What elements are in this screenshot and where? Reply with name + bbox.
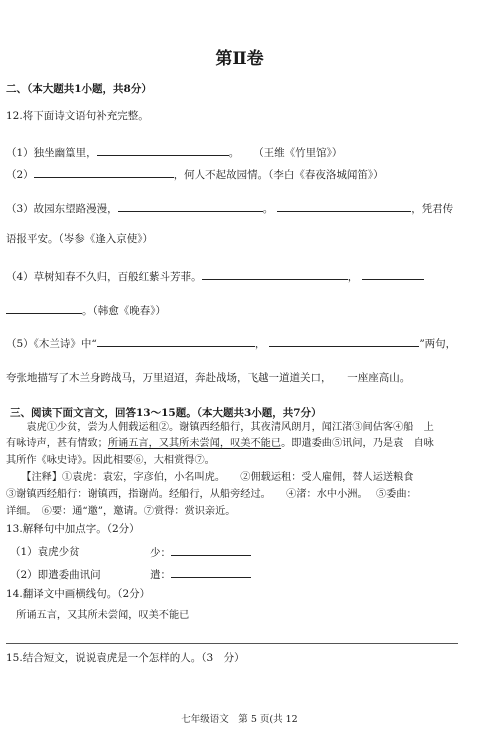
question-13-answer-1	[150, 544, 251, 560]
answer-blank[interactable]	[171, 544, 251, 556]
section-three-heading: 三、阅读下面文言文，回答13～15题。（本大题共3小题，共7分）	[10, 407, 322, 419]
poem-line-3	[6, 200, 453, 216]
poem-line-5-continued: 夸张地描写了木兰身跨战马，万里迢迢，奔赴战场，飞越一道道关口， 一座座高山。	[6, 372, 411, 384]
page-footer: 七年级语文 第 5 页(共 12	[181, 714, 298, 725]
answer-blank[interactable]	[97, 144, 229, 156]
answer-blank[interactable]	[171, 566, 251, 578]
passage-line-3: 其所作《咏史诗》。因此相要⑥，大相赏得⑦。	[6, 455, 215, 466]
question-15: 15.结合短文，说说袁虎是一个怎样的人。（3 分）	[6, 652, 245, 664]
poem-line-3-end: ，凭君传	[411, 203, 454, 215]
poem-line-1-end: 。	[228, 147, 240, 159]
note-line-1: 【注释】①袁虎：袁宏，字彦伯，小名叫虎。 ②佣载运租：受人雇佣，替人运送粮食	[6, 472, 414, 483]
note-line-3: 详细。 ⑥要：通“邀”，邀请。⑦赏得：赏识亲近。	[6, 506, 236, 517]
question-13-item-1: （1）袁虎少贫	[10, 546, 80, 558]
poem-line-4-source: 。（韩愈《晚春》）	[82, 305, 166, 317]
question-14: 14.翻译文中画横线句。（2分）	[6, 588, 151, 600]
passage-text: 。即遣委曲⑤讯问，乃是袁 自咏	[281, 438, 434, 449]
question-12-stem: 12.将下面诗文语句补充完整。	[6, 110, 149, 122]
answer-line[interactable]	[6, 643, 458, 644]
answer-blank[interactable]	[34, 166, 174, 178]
poem-line-5-end: ”两句，	[419, 338, 457, 350]
poem-line-1	[6, 144, 342, 160]
poem-line-3-mid: 。	[262, 203, 274, 215]
poem-line-2	[6, 166, 384, 182]
answer-blank[interactable]	[202, 268, 348, 280]
question-13-item-2: （2）即遣委曲讯问	[10, 569, 101, 581]
poem-line-5	[6, 335, 456, 351]
question-14-sentence: 所诵五言，又其所未尝闻，叹美不能已	[6, 610, 190, 621]
poem-line-3-text: （3）故园东望路漫漫，	[6, 203, 118, 215]
poem-line-2-num: （2）	[6, 169, 34, 181]
answer-blank[interactable]	[269, 335, 419, 347]
poem-line-3-continued: 语报平安。（岑参《逢入京使》）	[6, 233, 153, 245]
section-two-heading: 二、（本大题共1小题，共8分）	[6, 83, 152, 95]
defined-word: 遣：	[150, 569, 171, 581]
question-13: 13.解释句中加点字。（2分）	[6, 523, 140, 535]
answer-blank[interactable]	[362, 268, 424, 280]
note-line-2: ③谢镇西经船行：谢镇西，指谢尚。经船行，从船旁经过。 ④渚：水中小洲。 ⑤委曲：	[6, 489, 417, 500]
answer-blank[interactable]	[97, 335, 255, 347]
poem-line-4-mid: ，	[347, 271, 359, 283]
passage-text: 有咏诗声，甚有情致；	[6, 438, 108, 449]
poem-line-4-continued	[6, 302, 166, 318]
answer-blank[interactable]	[6, 302, 82, 314]
underlined-sentence: 所诵五言，又其所未尝闻，叹美不能已	[107, 438, 282, 449]
answer-blank[interactable]	[277, 200, 411, 212]
poem-line-5-mid: ，	[254, 338, 266, 350]
answer-blank[interactable]	[118, 200, 263, 212]
poem-line-5-text: （5）《木兰诗》中“	[6, 338, 97, 350]
question-13-answer-2	[150, 566, 251, 582]
poem-line-1-text: （1）独坐幽篁里，	[6, 147, 97, 159]
poem-line-4-text: （4）草树知春不久归，百般红紫斗芳菲。	[6, 271, 202, 283]
passage-line-2	[6, 436, 434, 451]
poem-line-4	[6, 268, 424, 284]
defined-word: 少：	[150, 547, 171, 559]
poem-line-2-text: ，何人不起故园情。（李白《春夜洛城闻笛》）	[173, 169, 384, 181]
page-title: 第Ⅱ卷	[215, 49, 264, 69]
poem-line-1-source: （王维《竹里馆》）	[253, 147, 343, 159]
passage-line-1: 袁虎①少贫，尝为人佣载运租②。谢镇西经船行，其夜清风朗月，闻江渚③间估客④船 上	[6, 422, 434, 433]
